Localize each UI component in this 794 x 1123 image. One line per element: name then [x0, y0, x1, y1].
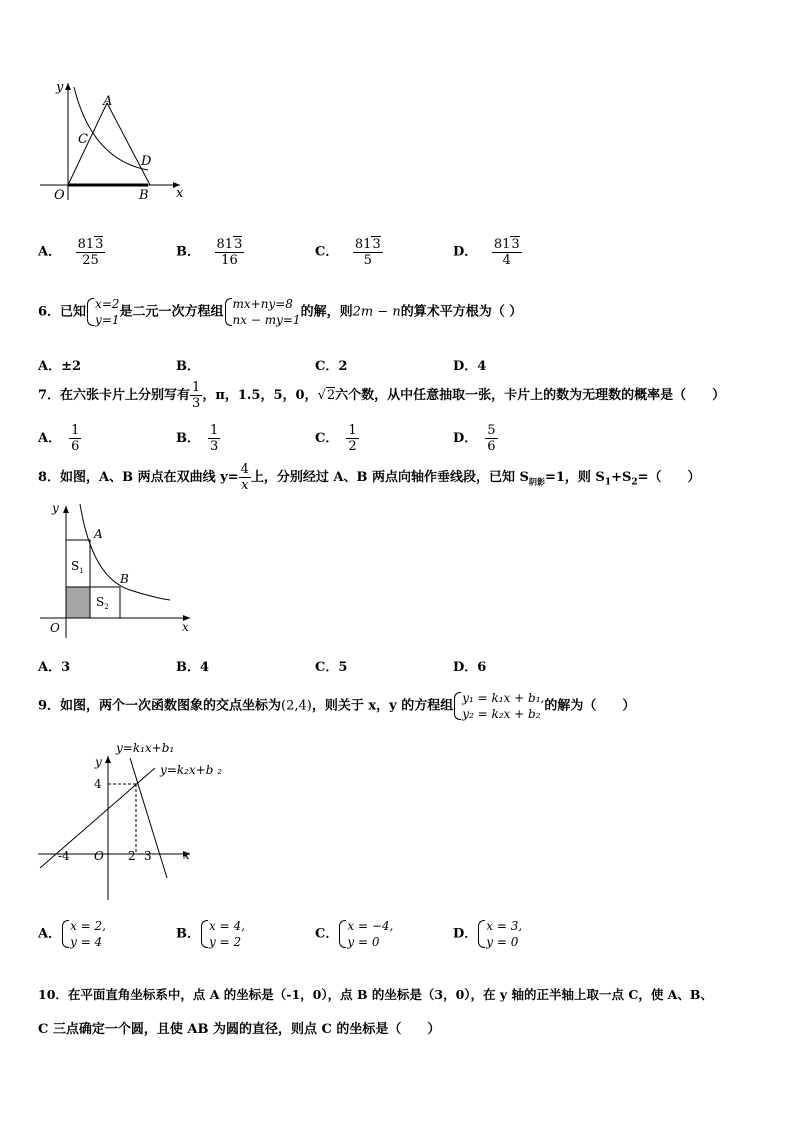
option-letter: A．	[38, 244, 62, 260]
origin-label: O	[94, 849, 104, 863]
q5-option-a[interactable]: A． $\frac{813}{25}$	[38, 237, 104, 268]
axis-x-label: x	[176, 186, 184, 201]
q8-figure	[30, 498, 200, 643]
option-letter: D．	[453, 244, 478, 260]
q7-option-d[interactable]: D． $\frac{5}{6}$	[453, 423, 496, 454]
q6-stem: 6．已知 x=2 y=1 是二元一次方程组 mx+ny=8 nx − my=1 的解，则2m − n的算术平方根为（ ）	[38, 297, 523, 327]
q7-option-b[interactable]: B． $\frac{1}{3}$	[176, 423, 219, 454]
q7-option-a[interactable]: A． $\frac{1}{6}$	[38, 423, 80, 454]
q8-option-c[interactable]: C．5	[315, 660, 348, 675]
q9-option-c[interactable]: C． x = −4, y = 0	[315, 919, 394, 949]
q6-option-d[interactable]: D．4	[453, 359, 487, 374]
axis-y-label: y	[56, 80, 64, 95]
tick-3: 3	[144, 849, 152, 863]
q10-line1: 10．在平面直角坐标系中，点 A 的坐标是（-1，0），点 B 的坐标是（3，0），在 y 轴的正半轴上取一点 C，使 A、B、	[38, 987, 713, 1002]
q9-stem: 9．如图，两个一次函数图象的交点坐标为(2,4)，则关于 x，y 的方程组 y₁ = k₁x + b₁, y₂ = k₂x + b₂ 的解为（ ）	[38, 691, 636, 721]
q6-option-c[interactable]: C．2	[315, 359, 348, 374]
q8-option-b[interactable]: B．4	[176, 660, 210, 675]
q5-option-d[interactable]: D． $\frac{813}{4}$	[453, 237, 520, 268]
q9-option-d[interactable]: D． x = 3, y = 0	[453, 919, 523, 949]
q9-option-a[interactable]: A． x = 2, y = 4	[38, 919, 106, 949]
point-b-label: B	[139, 188, 149, 203]
point-a-label: A	[103, 94, 113, 109]
s2-label: $S_2$	[96, 595, 109, 611]
q7-stem: 7．在六张卡片上分别写有 $\frac{1}{3}$ ，π，1.5，5，0，√2六个数，从中任意抽取一张，卡片上的数为无理数的概率是（ ）	[38, 380, 726, 411]
option-letter: C．	[315, 244, 339, 260]
tick-2: 2	[128, 849, 136, 863]
axis-x-label: x	[182, 620, 189, 634]
line1-label: y=k₁x+b₁	[116, 741, 175, 755]
q10-line2: C 三点确定一个圆，且使 AB 为圆的直径，则点 C 的坐标是（ ）	[38, 1022, 441, 1037]
s1-label: $S_1$	[71, 559, 84, 575]
q6-option-b[interactable]: B．	[176, 359, 200, 374]
q8-stem: 8．如图，A、B 两点在双曲线 y= $\frac{4}{x}$ 上，分别经过 A、B 两点向轴作垂线段，已知 $S_{阴影}=1$，则 $S_1+S_2=$（ ）	[38, 462, 701, 493]
axis-y-label: y	[52, 501, 59, 515]
line2-label: y=k₂x+b ₂	[160, 763, 223, 777]
q5-figure	[30, 75, 190, 205]
point-c-label: C	[78, 132, 88, 147]
origin-label: O	[54, 188, 65, 203]
tick-4: 4	[94, 777, 102, 791]
q8-option-d[interactable]: D．6	[453, 660, 487, 675]
point-a-label: A	[94, 527, 103, 541]
tick-neg4: -4	[58, 849, 70, 863]
axis-y-label: y	[95, 755, 102, 769]
axis-x-label: x	[183, 848, 190, 862]
q5-option-c[interactable]: C． $\frac{813}{5}$	[315, 237, 381, 268]
option-letter: B．	[176, 244, 200, 260]
q9-figure	[30, 738, 230, 908]
q9-option-b[interactable]: B． x = 4, y = 2	[176, 919, 245, 949]
point-d-label: D	[141, 154, 152, 169]
q8-option-a[interactable]: A．3	[38, 660, 71, 675]
origin-label: O	[50, 621, 60, 635]
q6-option-a[interactable]: A．±2	[38, 359, 82, 374]
point-b-label: B	[120, 572, 129, 586]
q5-option-b[interactable]: B． $\frac{813}{16}$	[176, 237, 243, 268]
q7-option-c[interactable]: C． $\frac{1}{2}$	[315, 423, 357, 454]
